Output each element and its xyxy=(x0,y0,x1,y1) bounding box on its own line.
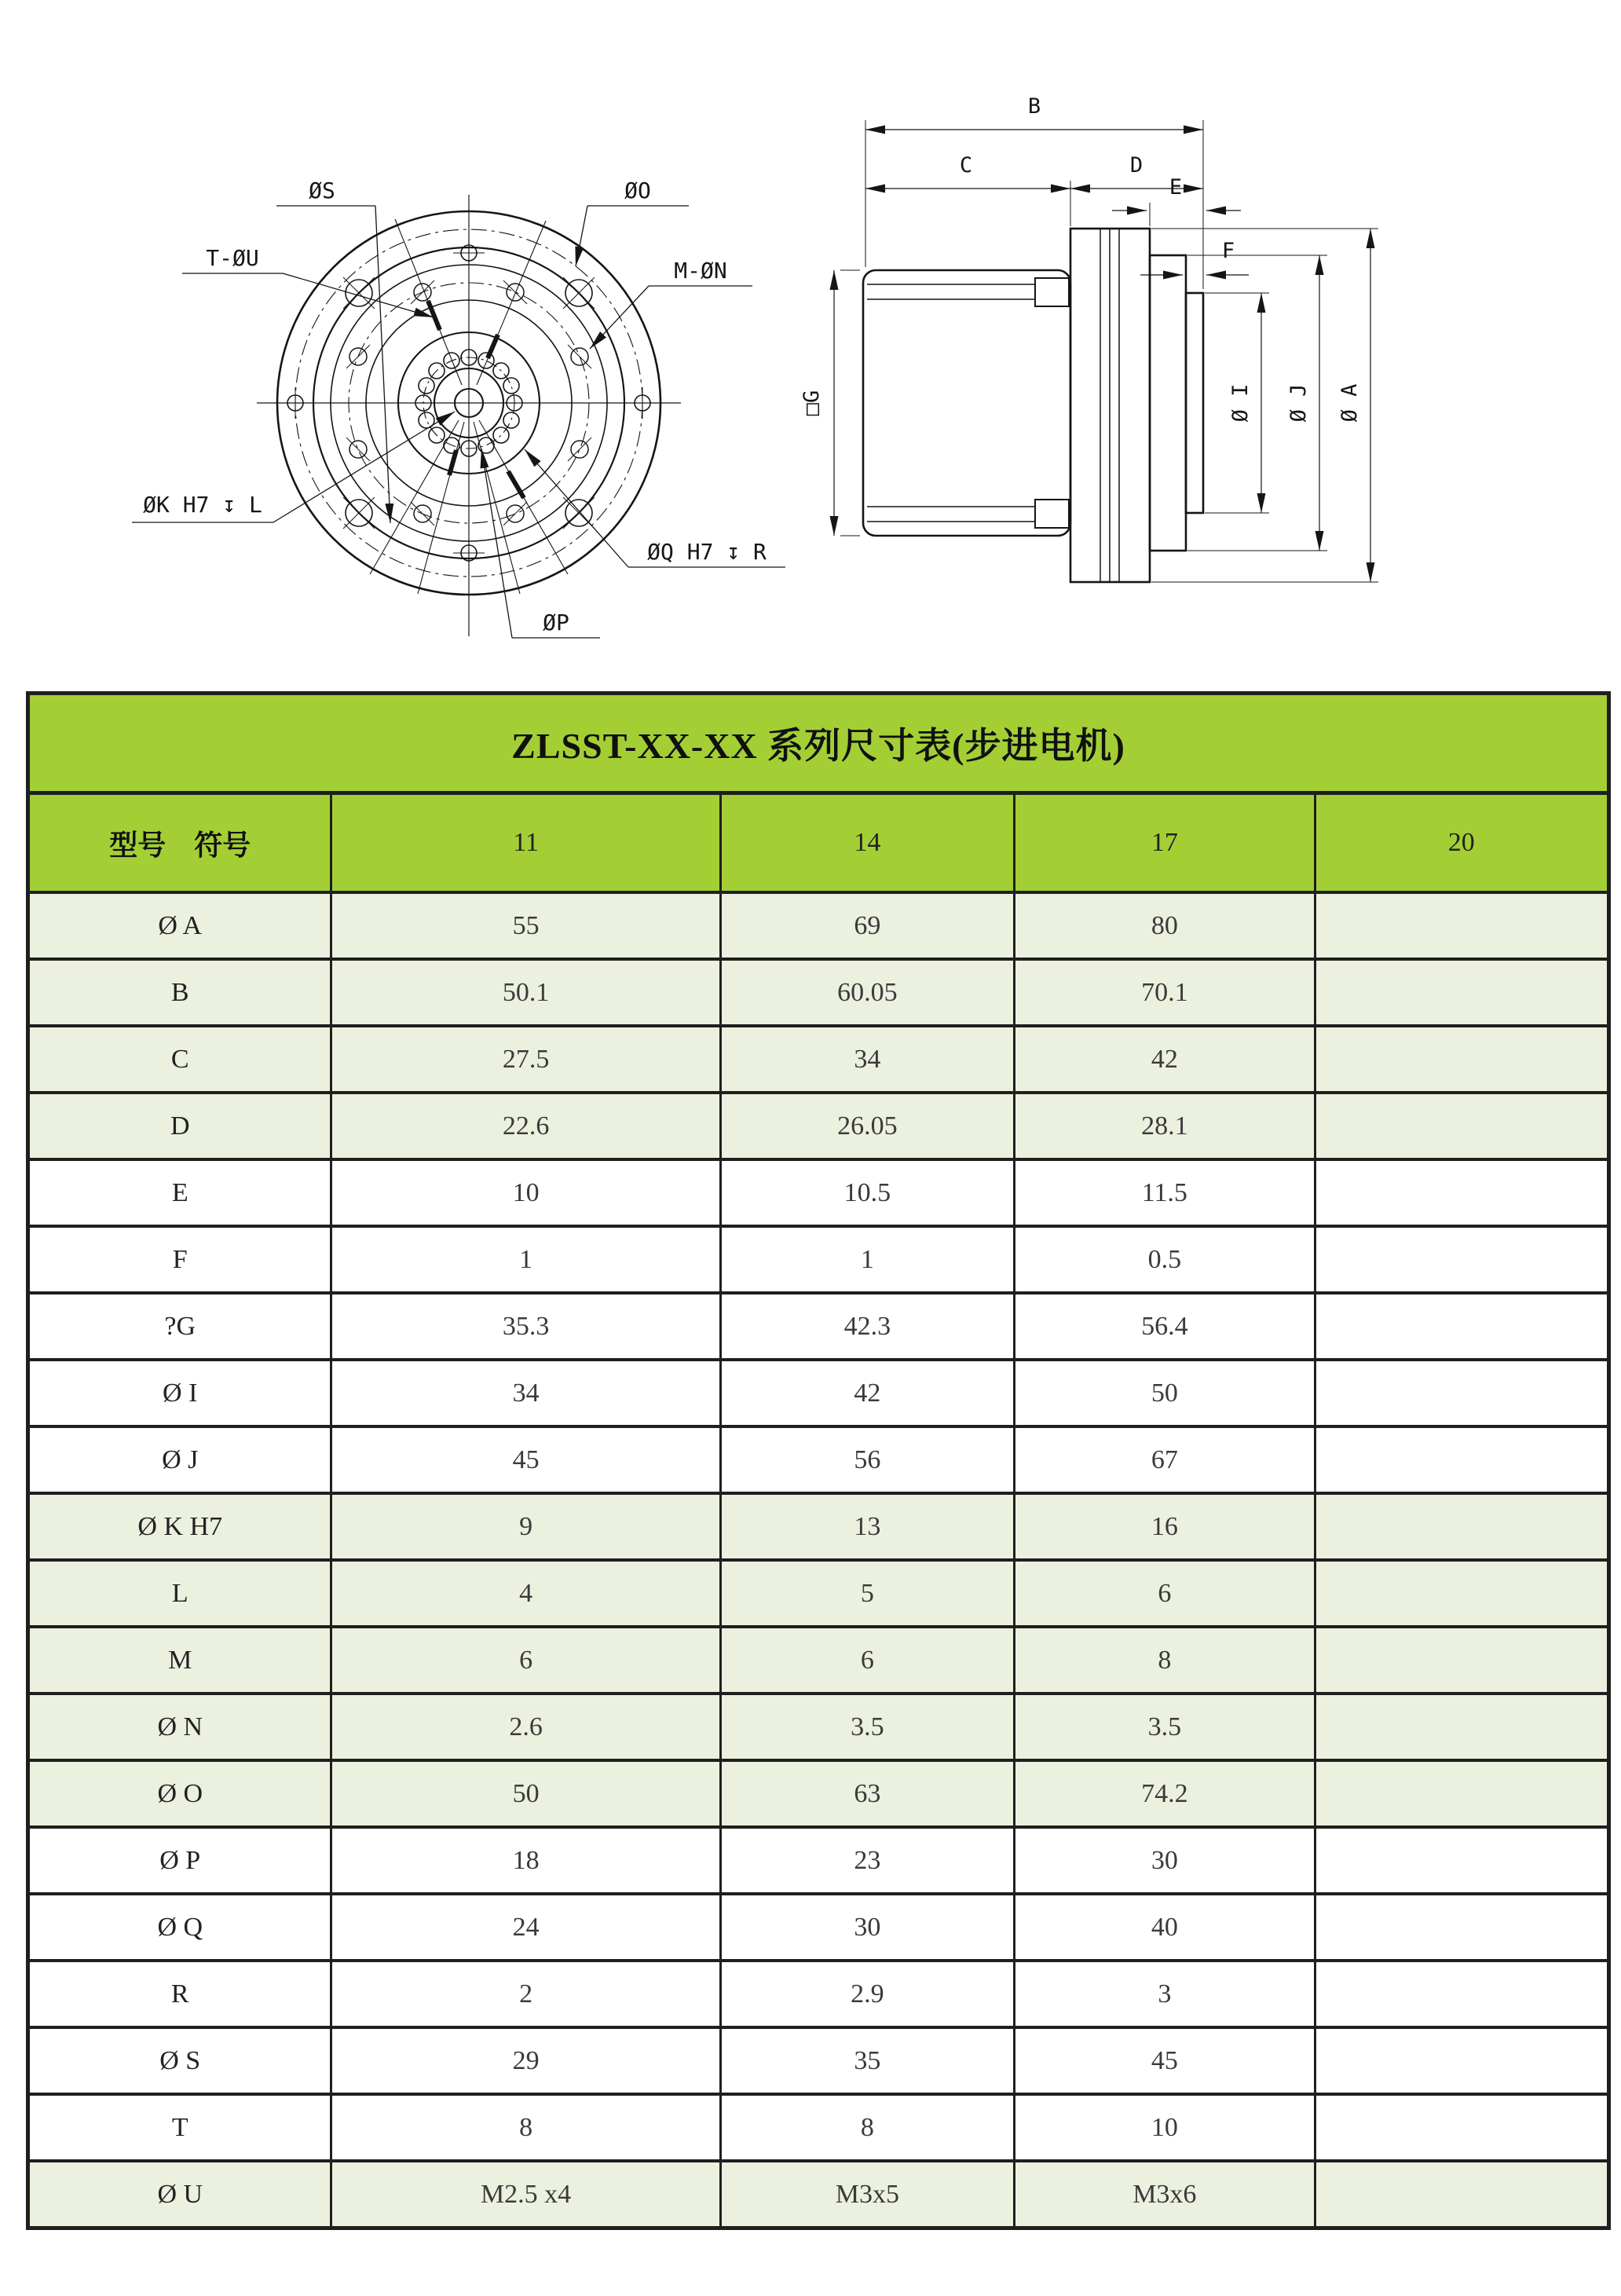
table-row xyxy=(28,1961,1609,2027)
dim-value: 30 xyxy=(1015,1827,1315,1894)
dimension-lines xyxy=(834,130,1370,582)
dim-symbol: F xyxy=(28,1226,331,1293)
dim-value xyxy=(1315,1226,1608,1293)
dim-value: 56.4 xyxy=(1015,1293,1315,1360)
dim-value: 50 xyxy=(331,1760,720,1827)
dim-value xyxy=(1315,2094,1608,2161)
dim-symbol: Ø K H7 xyxy=(28,1493,331,1560)
dim-symbol: Ø P xyxy=(28,1827,331,1894)
table-row xyxy=(28,1827,1609,1894)
dim-value: 8 xyxy=(331,2094,720,2161)
technical-drawings xyxy=(0,8,1621,691)
dim-value: 10.5 xyxy=(720,1159,1014,1226)
table-row xyxy=(28,1493,1609,1560)
dim-symbol: C xyxy=(28,1026,331,1093)
table-row xyxy=(28,1760,1609,1827)
dim-value: 5 xyxy=(720,1560,1014,1627)
dim-i: Ø I xyxy=(1228,383,1253,423)
table-row xyxy=(28,1093,1609,1159)
table-row xyxy=(28,1560,1609,1627)
dim-value: 2.9 xyxy=(720,1961,1014,2027)
dim-value: 45 xyxy=(331,1426,720,1493)
label-tou: T-ØU xyxy=(206,245,259,271)
dim-symbol: L xyxy=(28,1560,331,1627)
table-row xyxy=(28,1627,1609,1694)
dim-value: 34 xyxy=(331,1360,720,1426)
header-col-17: 17 xyxy=(1015,793,1315,893)
dim-symbol: M xyxy=(28,1627,331,1694)
dim-value xyxy=(1315,1760,1608,1827)
dim-value xyxy=(1315,2027,1608,2094)
dim-value xyxy=(1315,1493,1608,1560)
header-col-20: 20 xyxy=(1315,793,1608,893)
table-row xyxy=(28,2027,1609,2094)
dim-value xyxy=(1315,1961,1608,2027)
table-row xyxy=(28,1159,1609,1226)
dim-value xyxy=(1315,1093,1608,1159)
dim-value: 3.5 xyxy=(1015,1694,1315,1760)
dim-symbol: Ø J xyxy=(28,1426,331,1493)
dim-symbol: E xyxy=(28,1159,331,1226)
dim-value: M2.5 x4 xyxy=(331,2161,720,2228)
dim-value: 35 xyxy=(720,2027,1014,2094)
dim-value: 3 xyxy=(1015,1961,1315,2027)
dim-value: 2.6 xyxy=(331,1694,720,1760)
table-row xyxy=(28,892,1609,959)
dim-value: 0.5 xyxy=(1015,1226,1315,1293)
dim-value: 60.05 xyxy=(720,959,1014,1026)
dim-value xyxy=(1315,1827,1608,1894)
dim-value xyxy=(1315,1293,1608,1360)
dim-symbol: Ø N xyxy=(28,1694,331,1760)
label-okh7l: ØK H7 ↧ L xyxy=(143,492,262,518)
dim-b: B xyxy=(1027,94,1041,119)
dim-value: 23 xyxy=(720,1827,1014,1894)
dim-value: 11.5 xyxy=(1015,1159,1315,1226)
dim-value xyxy=(1315,1360,1608,1426)
dim-value: 50.1 xyxy=(331,959,720,1026)
dim-value: 2 xyxy=(331,1961,720,2027)
dim-value: M3x5 xyxy=(720,2161,1014,2228)
dim-value: 35.3 xyxy=(331,1293,720,1360)
dim-value xyxy=(1315,1159,1608,1226)
dim-value: 42 xyxy=(1015,1026,1315,1093)
dim-value xyxy=(1315,2161,1608,2228)
label-mon: M-ØN xyxy=(674,258,727,284)
table-row xyxy=(28,2094,1609,2161)
label-op: ØP xyxy=(543,610,569,635)
dim-symbol: Ø S xyxy=(28,2027,331,2094)
dim-symbol: Ø I xyxy=(28,1360,331,1426)
dim-e: E xyxy=(1169,175,1183,200)
label-oqh7r: ØQ H7 ↧ R xyxy=(647,539,767,565)
dim-value: 26.05 xyxy=(720,1093,1014,1159)
dim-value: 42 xyxy=(720,1360,1014,1426)
table-title: ZLSST-XX-XX 系列尺寸表(步进电机) xyxy=(28,694,1609,793)
dim-c: C xyxy=(959,153,973,178)
dim-value: 27.5 xyxy=(331,1026,720,1093)
header-corner: 型号 符号 xyxy=(28,793,331,893)
label-os: ØS xyxy=(309,178,335,203)
dim-value: 69 xyxy=(720,892,1014,959)
dim-value: 74.2 xyxy=(1015,1760,1315,1827)
table-row xyxy=(28,1360,1609,1426)
table-row xyxy=(28,1694,1609,1760)
dim-value xyxy=(1315,1627,1608,1694)
dim-value: 80 xyxy=(1015,892,1315,959)
dim-value: 45 xyxy=(1015,2027,1315,2094)
front-view xyxy=(132,178,785,638)
dim-value xyxy=(1315,1426,1608,1493)
dim-g: □G xyxy=(800,390,824,416)
dim-symbol: Ø U xyxy=(28,2161,331,2228)
table-row xyxy=(28,1894,1609,1961)
label-oo: ØO xyxy=(624,178,651,203)
dim-d: D xyxy=(1129,153,1143,178)
dim-symbol: Ø A xyxy=(28,892,331,959)
table-row xyxy=(28,2161,1609,2228)
dim-f: F xyxy=(1221,239,1235,263)
dim-value: 10 xyxy=(1015,2094,1315,2161)
dim-value: 63 xyxy=(720,1760,1014,1827)
dim-symbol: ?G xyxy=(28,1293,331,1360)
dim-symbol: B xyxy=(28,959,331,1026)
dim-j: Ø J xyxy=(1286,383,1311,423)
table-row xyxy=(28,959,1609,1026)
dim-value: 1 xyxy=(331,1226,720,1293)
dim-value: 13 xyxy=(720,1493,1014,1560)
header-col-11: 11 xyxy=(331,793,720,893)
dim-value xyxy=(1315,1894,1608,1961)
dim-symbol: R xyxy=(28,1961,331,2027)
dim-value: 6 xyxy=(720,1627,1014,1694)
table-row xyxy=(28,1426,1609,1493)
dim-value: 42.3 xyxy=(720,1293,1014,1360)
dim-value: 8 xyxy=(720,2094,1014,2161)
dim-symbol: Ø Q xyxy=(28,1894,331,1961)
dim-value: 55 xyxy=(331,892,720,959)
dim-value: 22.6 xyxy=(331,1093,720,1159)
dim-value: M3x6 xyxy=(1015,2161,1315,2228)
dim-value xyxy=(1315,892,1608,959)
dim-symbol: Ø O xyxy=(28,1760,331,1827)
dim-symbol: T xyxy=(28,2094,331,2161)
dim-value: 18 xyxy=(331,1827,720,1894)
dim-value: 56 xyxy=(720,1426,1014,1493)
dim-value: 9 xyxy=(331,1493,720,1560)
dim-value xyxy=(1315,1560,1608,1627)
dim-value: 67 xyxy=(1015,1426,1315,1493)
dim-value: 28.1 xyxy=(1015,1093,1315,1159)
dim-value: 30 xyxy=(720,1894,1014,1961)
dim-value: 6 xyxy=(331,1627,720,1694)
dimension-table xyxy=(26,691,1611,2230)
dim-value: 3.5 xyxy=(720,1694,1014,1760)
dim-value: 34 xyxy=(720,1026,1014,1093)
dim-a: Ø A xyxy=(1337,383,1362,423)
table-row xyxy=(28,1226,1609,1293)
side-view xyxy=(800,94,1378,582)
dim-value: 4 xyxy=(331,1560,720,1627)
dim-value: 8 xyxy=(1015,1627,1315,1694)
dim-value: 16 xyxy=(1015,1493,1315,1560)
table-row xyxy=(28,1026,1609,1093)
dim-value: 24 xyxy=(331,1894,720,1961)
dim-symbol: D xyxy=(28,1093,331,1159)
table-row xyxy=(28,1293,1609,1360)
dim-value: 50 xyxy=(1015,1360,1315,1426)
dim-value: 29 xyxy=(331,2027,720,2094)
dim-value: 70.1 xyxy=(1015,959,1315,1026)
dim-value xyxy=(1315,959,1608,1026)
header-col-14: 14 xyxy=(720,793,1014,893)
dim-value xyxy=(1315,1694,1608,1760)
dim-value: 10 xyxy=(331,1159,720,1226)
dim-value xyxy=(1315,1026,1608,1093)
dim-value: 40 xyxy=(1015,1894,1315,1961)
dim-value: 1 xyxy=(720,1226,1014,1293)
dim-value: 6 xyxy=(1015,1560,1315,1627)
